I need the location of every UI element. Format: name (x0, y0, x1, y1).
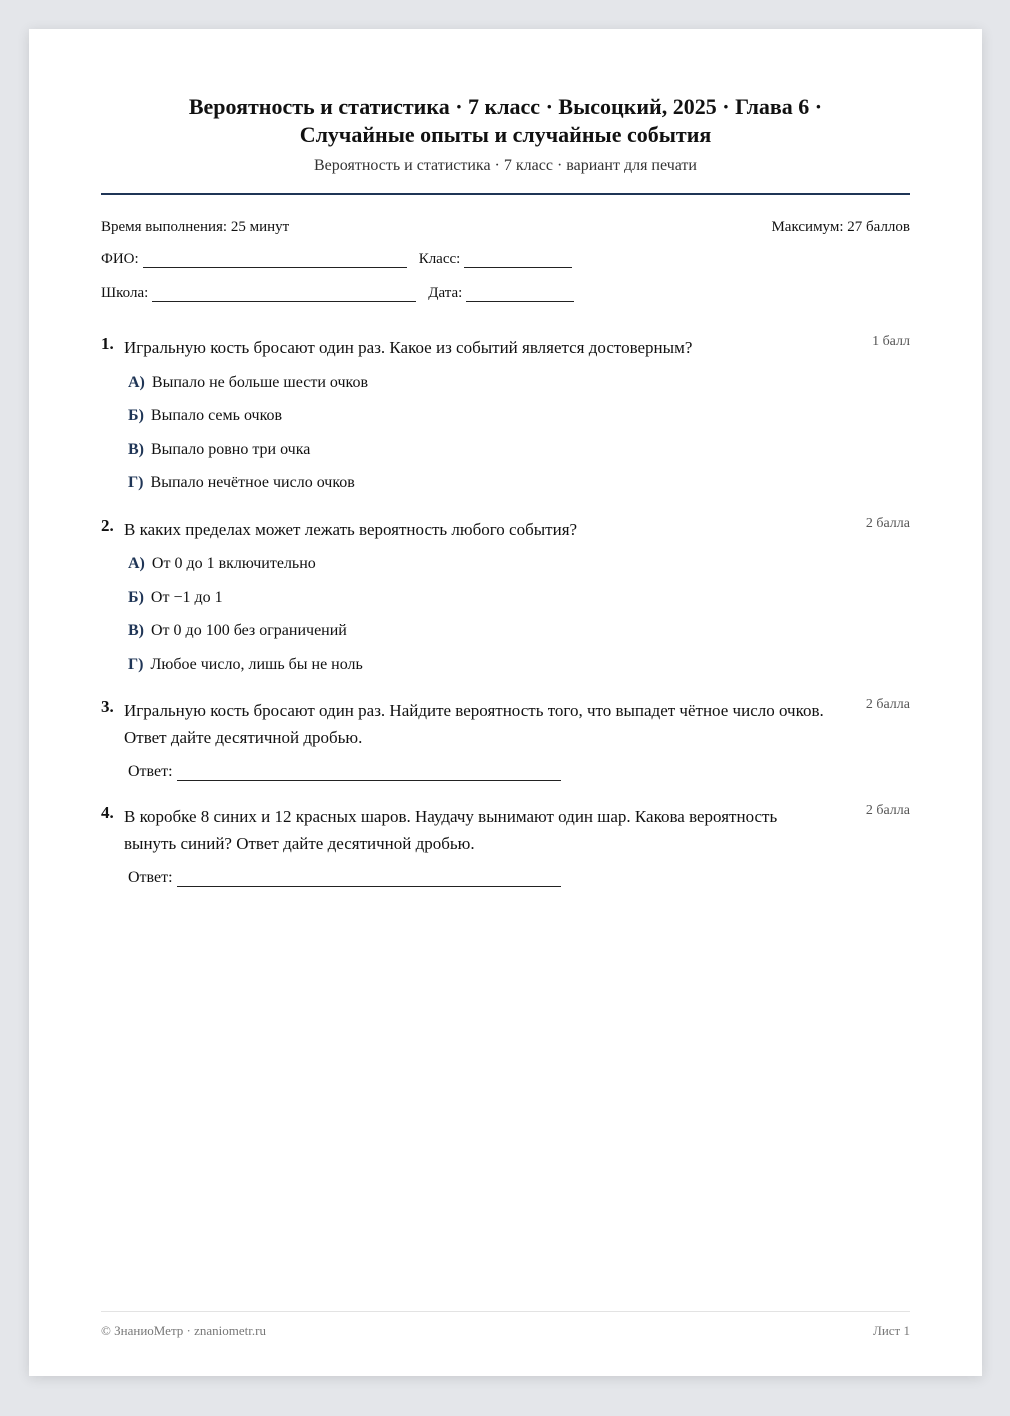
option-text: Выпало не больше шести очков (151, 374, 369, 391)
name-label: ФИО: (101, 251, 139, 267)
header-divider (101, 193, 910, 195)
question-points: 1 балл (872, 334, 910, 349)
option-letter: А) (128, 555, 145, 572)
footer-sheet-number: Лист 1 (873, 1323, 910, 1338)
answer-row (128, 869, 561, 887)
question-number: 1. (101, 334, 114, 353)
name-field[interactable] (143, 251, 407, 268)
class-field[interactable] (464, 251, 572, 268)
worksheet-page (29, 29, 982, 1376)
page-title (101, 93, 910, 149)
question-text: В коробке 8 синих и 12 красных шаров. Наудачу вынимают один шар. Какова вероятность вынуть синий? Ответ дайте десятичной дробью. (124, 807, 778, 853)
answer-label: Ответ: (128, 869, 173, 886)
option-letter: Г) (128, 474, 144, 491)
time-limit: Время выполнения: 25 минут (101, 219, 290, 235)
date-label: Дата: (428, 285, 463, 301)
option-text: От 0 до 100 без ограничений (151, 622, 347, 639)
date-field[interactable] (466, 285, 574, 302)
option-text: Выпало ровно три очка (151, 441, 311, 458)
answer-field[interactable] (177, 764, 561, 781)
option-c[interactable] (128, 622, 347, 640)
name-class-row (101, 251, 584, 268)
option-b[interactable] (128, 407, 282, 425)
option-d[interactable] (128, 656, 363, 674)
answer-row (128, 763, 561, 781)
question-text: В каких пределах может лежать вероятность любого события? (124, 520, 578, 539)
question-text: Игральную кость бросают один раз. Какое из событий является достоверным? (124, 338, 693, 357)
option-text: Выпало семь очков (150, 407, 283, 424)
option-text: Любое число, лишь бы не ноль (150, 656, 363, 673)
school-label: Школа: (101, 285, 149, 301)
footer-copyright: © ЗнаниоМетр · znaniometr.ru (101, 1323, 266, 1338)
option-letter: Б) (128, 589, 144, 606)
option-a[interactable] (128, 374, 368, 392)
max-score: Максимум: 27 баллов (771, 219, 910, 235)
option-text: Выпало нечётное число очков (150, 474, 355, 491)
title-line-1: Вероятность и статистика · 7 класс · Высоцкий, 2025 · Глава 6 · (188, 94, 823, 119)
school-date-row (101, 285, 586, 302)
question-text: Игральную кость бросают один раз. Найдите вероятность того, что выпадет чётное число очков. Ответ дайте десятичной дробью. (124, 701, 824, 747)
school-field[interactable] (152, 285, 416, 302)
question-number: 2. (101, 516, 114, 535)
answer-field[interactable] (177, 870, 561, 887)
option-letter: В) (128, 622, 144, 639)
question-number: 4. (101, 803, 114, 822)
option-d[interactable] (128, 474, 355, 492)
option-text: От −1 до 1 (150, 589, 223, 606)
option-text: От 0 до 1 включительно (151, 555, 316, 572)
answer-label: Ответ: (128, 763, 173, 780)
option-letter: А) (128, 374, 145, 391)
page-subtitle: Вероятность и статистика · 7 класс · вариант для печати (314, 157, 697, 174)
option-c[interactable] (128, 441, 310, 459)
option-letter: Б) (128, 407, 144, 424)
option-b[interactable] (128, 589, 223, 607)
question-number: 3. (101, 697, 114, 716)
question-points: 2 балла (865, 697, 910, 712)
question-points: 2 балла (865, 516, 910, 531)
question-points: 2 балла (865, 803, 910, 818)
title-line-2: Случайные опыты и случайные события (299, 122, 712, 147)
class-label: Класс: (418, 251, 461, 267)
option-letter: Г) (128, 656, 144, 673)
option-a[interactable] (128, 555, 316, 573)
option-letter: В) (128, 441, 144, 458)
footer-divider (101, 1311, 910, 1312)
